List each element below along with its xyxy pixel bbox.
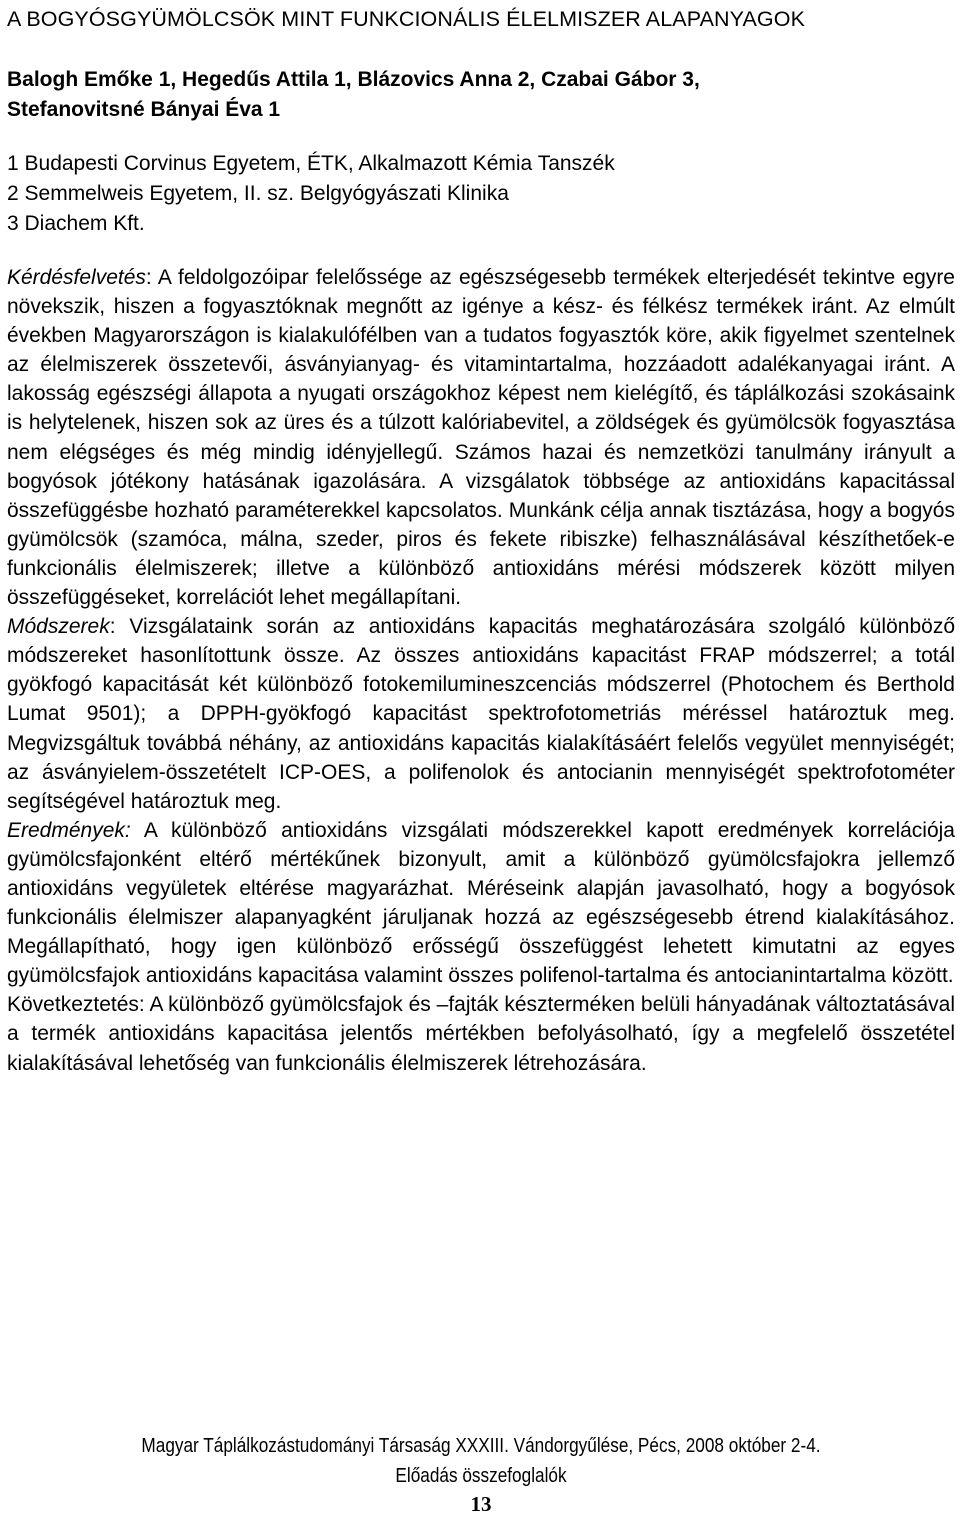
section-text: A különböző antioxidáns vizsgálati módszerekkel kapott eredmények korrelációja gyümölcsfajonként eltérő mértékűnek bizonyult, amit a különböző gyümölcsfajokra jellemző antioxidáns vegyületek eltérése magyarázhat. Méréseink alapján javasolható, hogy a bogyósok funkcionális élelmiszer alapanyagként járuljanak hozzá az egészségesebb étrend kialakításához. Megállapítható, hogy igen különböző erősségű összefüggést lehetett kimutatni az egyes gyümölcsfajok antioxidáns kapacitása valamint összes polifenol-tartalma és antocianintartalma között. [7, 818, 955, 988]
affiliation-line: 1 Budapesti Corvinus Egyetem, ÉTK, Alkalmazott Kémia Tanszék [7, 152, 615, 175]
section-heading: Következtetés: [7, 993, 145, 1017]
author-list [7, 65, 700, 125]
affiliation-list [7, 149, 615, 239]
section-separator [131, 819, 144, 842]
author-line: Stefanovitsné Bányai Éva 1 [7, 98, 281, 121]
section-methods [7, 612, 955, 816]
section-text: A feldolgozóipar felelőssége az egészségesebb termékek elterjedését tekintve egyre növekszik, hiszen a fogyasztóknak megnőtt az igénye a kész- és félkész termékek iránt. Az elmúlt években Magyarországon is kialakulófélben van a tudatos fogyasztók köre, akik figyelmet szentelnek az élelmiszerek összetevői, ásványianyag- és vitamintartalma, hozzáadott adalékanyagai iránt. A lakosság egészségi állapota a nyugati országokhoz képest nem kielégítő, és táplálkozási szokásaink is helytelenek, hiszen sok az üres és a túlzott kalóriabevitel, a zöldségek és gyümölcsök fogyasztása nem elégséges és még mindig idényjellegű. Számos hazai és nemzetközi tanulmány irányult a bogyósok jótékony hatásának igazolására. A vizsgálatok többsége az antioxidáns kapacitással összefüggésbe hozható paraméterekkel kapcsolatos. Munkánk célja annak tisztázása, hogy a bogyós gyümölcsök (szamóca, málna, szeder, piros és fekete ribiszke) felhasználásával készíthetőek-e funkcionális élelmiszerek; illetve a különböző antioxidáns mérési módszerek között milyen összefüggéseket, korrelációt lehet megállapítani. [7, 266, 955, 610]
author-line: Balogh Emőke 1, Hegedűs Attila 1, Blázovics Anna 2, Czabai Gábor 3, [7, 68, 700, 91]
affiliation-line: 3 Diachem Kft. [7, 212, 145, 235]
section-heading: Módszerek [7, 615, 110, 639]
page-footer [73, 1431, 888, 1491]
page-number: 13 [470, 1492, 492, 1516]
footer-subtitle: Előadás összefoglalók [395, 1465, 567, 1487]
footer-conference: Magyar Táplálkozástudományi Társaság XXXIII. Vándorgyűlése, Pécs, 2008 október 2-4. [141, 1435, 821, 1457]
abstract-body [7, 263, 955, 1078]
section-text: A különböző gyümölcsfajok és –fajták készterméken belüli hányadának változtatásával a termék antioxidáns kapacitása jelentős mértékben befolyásolható, így a megfelelő összetétel kialakításával lehetőség van funkcionális élelmiszerek létrehozására. [7, 993, 955, 1075]
section-background [7, 263, 955, 612]
affiliation-line: 2 Semmelweis Egyetem, II. sz. Belgyógyászati Klinika [7, 182, 509, 205]
section-results [7, 816, 955, 991]
paper-title: A BOGYÓSGYÜMÖLCSÖK MINT FUNKCIONÁLIS ÉLELMISZER ALAPANYAGOK [7, 7, 806, 31]
section-separator: : [109, 615, 130, 639]
section-heading: Eredmények: [7, 818, 131, 842]
section-conclusion [7, 990, 955, 1077]
section-heading: Kérdésfelvetés [7, 266, 146, 289]
section-text: Vizsgálataink során az antioxidáns kapacitás meghatározására szolgáló különböző módszereket hasonlítottunk össze. Az összes antioxidáns kapacitást FRAP módszerrel; a totál gyökfogó kapacitását két különböző fotokemilumineszcenciás módszerrel (Photochem és Berthold Lumat 9501); a DPPH-gyökfogó kapacitást spektrofotometriás méréssel határoztuk meg. Megvizsgáltuk továbbá néhány, az antioxidáns kapacitás kialakításáért felelős vegyület mennyiségét; az ásványielem-összetételt ICP-OES, a polifenolok és antocianin mennyiségét spektrofotométer segítségével határoztuk meg. [7, 615, 955, 813]
section-separator: : [145, 266, 158, 289]
